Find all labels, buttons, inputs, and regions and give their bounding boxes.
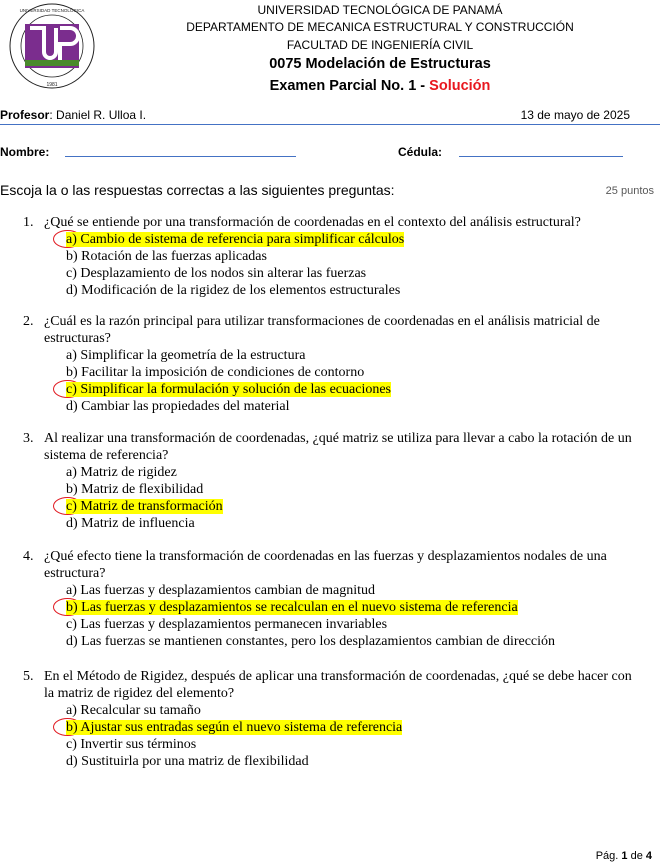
exam-title [100,78,660,94]
page-prefix: Pág. [595,850,622,862]
page-current: 1 [621,850,628,862]
highlighted-answer: b) Las fuerzas y desplazamientos se recalculan en el nuevo sistema de referencia [66,600,518,615]
question-text: ¿Qué se entiende por una transformación de coordenadas en el contexto del análisis estructural? [44,215,581,230]
correct-answer-option[interactable] [66,381,391,398]
highlighted-answer: a) Cambio de sistema de referencia para simplificar cálculos [66,232,405,247]
answer-option[interactable]: a) Matriz de rigidez [66,465,177,480]
answer-option[interactable]: a) Las fuerzas y desplazamientos cambian de magnitud [66,583,376,598]
exam-title-text: Examen Parcial No. 1 - [269,78,430,94]
question-text: ¿Qué efecto tiene la transformación de coordenadas en las fuerzas y desplazamientos nodales de una [44,549,607,564]
cedula-field[interactable] [459,156,623,157]
highlighted-answer: b) Ajustar sus entradas según el nuevo sistema de referencia [66,720,403,735]
faculty-name: FACULTAD DE INGENIERÍA CIVIL [286,38,474,52]
answer-option[interactable]: d) Sustituirla por una matriz de flexibilidad [66,754,309,769]
question-text: ¿Cuál es la razón principal para utilizar transformaciones de coordenadas en el análisis matricial de [44,314,600,329]
professor-line [0,108,146,122]
question-text: sistema de referencia? [44,448,169,463]
svg-text:1981: 1981 [46,82,58,88]
question-number: 3. [23,431,34,446]
question-text: En el Método de Rigidez, después de aplicar una transformación de coordenadas, ¿qué se debe hacer con [44,669,632,684]
answer-option[interactable]: b) Rotación de las fuerzas aplicadas [66,249,267,264]
answer-option[interactable]: c) Invertir sus términos [66,737,197,752]
answer-option[interactable]: b) Matriz de flexibilidad [66,482,204,497]
question-text: estructuras? [44,331,111,346]
professor-name: : Daniel R. Ulloa I. [49,108,147,122]
answer-option[interactable]: c) Desplazamiento de los nodos sin alterar las fuerzas [66,266,367,281]
correct-answer-option[interactable] [66,231,404,248]
header-divider [0,124,660,125]
question-number: 2. [23,314,34,329]
question-number: 4. [23,549,34,564]
course-title: 0075 Modelación de Estructuras [269,56,491,72]
answer-option[interactable]: a) Recalcular su tamaño [66,703,201,718]
exam-date: 13 de mayo de 2025 [520,108,630,122]
professor-label: Profesor [0,108,50,122]
answer-option[interactable]: d) Modificación de la rigidez de los elementos estructurales [66,283,401,298]
highlighted-answer: c) Matriz de transformación [66,499,223,514]
nombre-label: Nombre: [0,145,50,159]
question-text: estructura? [44,566,106,581]
page-total: 4 [645,850,652,862]
correct-answer-option[interactable] [66,719,402,736]
page-of: de [627,850,646,862]
instructions: Escoja la o las respuestas correctas a las siguientes preguntas: [0,182,395,198]
highlighted-answer: c) Simplificar la formulación y solución de las ecuaciones [66,382,392,397]
university-logo [8,2,96,90]
correct-answer-option[interactable] [66,498,223,515]
university-name: UNIVERSIDAD TECNOLÓGICA DE PANAMÁ [257,3,503,17]
svg-text:UNIVERSIDAD TECNOLÓGICA: UNIVERSIDAD TECNOLÓGICA [19,8,85,13]
answer-option[interactable]: a) Simplificar la geometría de la estructura [66,348,306,363]
correct-answer-option[interactable] [66,599,518,616]
page-number [596,850,652,862]
question-number: 5. [23,669,34,684]
nombre-field[interactable] [65,156,296,157]
question-text: la matriz de rigidez del elemento? [44,686,235,701]
answer-option[interactable]: d) Cambiar las propiedades del material [66,399,290,414]
answer-option[interactable]: d) Las fuerzas se mantienen constantes, pero los desplazamientos cambian de dirección [66,634,556,649]
department-name: DEPARTAMENTO DE MECANICA ESTRUCTURAL Y CONSTRUCCIÓN [186,20,574,34]
answer-option[interactable]: b) Facilitar la imposición de condiciones de contorno [66,365,365,380]
question-text: Al realizar una transformación de coordenadas, ¿qué matriz se utiliza para llevar a cabo la rotación de un [44,431,632,446]
answer-option[interactable]: c) Las fuerzas y desplazamientos permanecen invariables [66,617,388,632]
answer-option[interactable]: d) Matriz de influencia [66,516,195,531]
solution-label: Solución [429,78,491,94]
question-number: 1. [23,215,34,230]
points-label: 25 puntos [605,185,654,197]
cedula-label: Cédula: [398,145,443,159]
